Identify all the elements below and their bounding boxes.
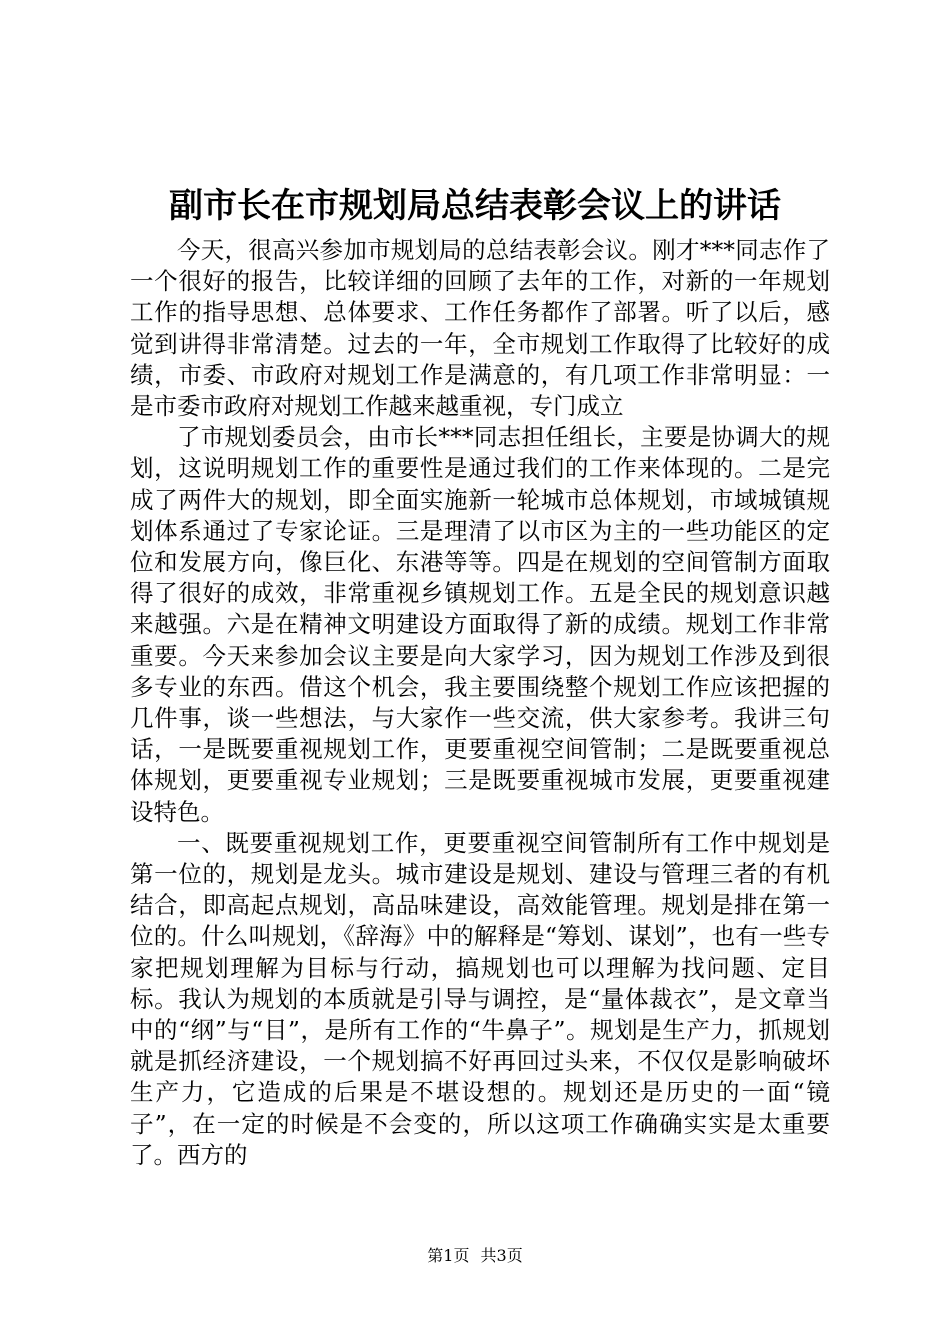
document-title: 副市长在市规划局总结表彰会议上的讲话 [169, 186, 781, 226]
page-number: 第1页 [427, 1246, 470, 1265]
paragraph-1: 今天，很高兴参加市规划局的总结表彰会议。刚才***同志作了一个很好的报告，比较详细的回顾了去年的工作，对新的一年规划工作的指导思想、总体要求、工作任务都作了部署。听了以后，感觉到讲得非常清楚。过去的一年，全市规划工作取得了比较好的成绩，市委、市政府对规划工作是满意的，有几项工作非常明显：一是市委市政府对规划工作越来越重视，专门成立 [130, 236, 830, 421]
page-total: 共3页 [480, 1246, 523, 1265]
paragraph-2: 了市规划委员会，由市长***同志担任组长，主要是协调大的规划，这说明规划工作的重要性是通过我们的工作来体现的。二是完成了两件大的规划，即全面实施新一轮城市总体规划，市域城镇规划体系通过了专家论证。三是理清了以市区为主的一些功能区的定位和发展方向，像巨化、东港等等。四是在规划的空间管制方面取得了很好的成效，非常重视乡镇规划工作。五是全民的规划意识越来越强。六是在精神文明建设方面取得了新的成绩。规划工作非常重要。今天来参加会议主要是向大家学习，因为规划工作涉及到很多专业的东西。借这个机会，我主要围绕整个规划工作应该把握的几件事，谈一些想法，与大家作一些交流，供大家参考。我讲三句话，一是既要重视规划工作，更要重视空间管制；二是既要重视总体规划，更要重视专业规划；三是既要重视城市发展，更要重视建设特色。 [130, 423, 830, 826]
document-body [130, 235, 830, 1171]
paragraph-3: 一、既要重视规划工作，更要重视空间管制所有工作中规划是第一位的，规划是龙头。城市建设是规划、建设与管理三者的有机结合，即高起点规划，高品味建设，高效能管理。规划是排在第一位的。什么叫规划，《辞海》中的解释是“筹划、谋划”，也有一些专家把规划理解为目标与行动，搞规划也可以理解为找问题、定目标。我认为规划的本质就是引导与调控，是“量体裁衣”，是文章当中的“纲”与“目”，是所有工作的“牛鼻子”。规划是生产力，抓规划就是抓经济建设，一个规划搞不好再回过头来，不仅仅是影响破坏生产力，它造成的后果是不堪设想的。规划还是历史的一面“镜子”，在一定的时候是不会变的，所以这项工作确确实实是太重要了。西方的 [130, 828, 830, 1169]
page-footer [0, 1246, 950, 1266]
